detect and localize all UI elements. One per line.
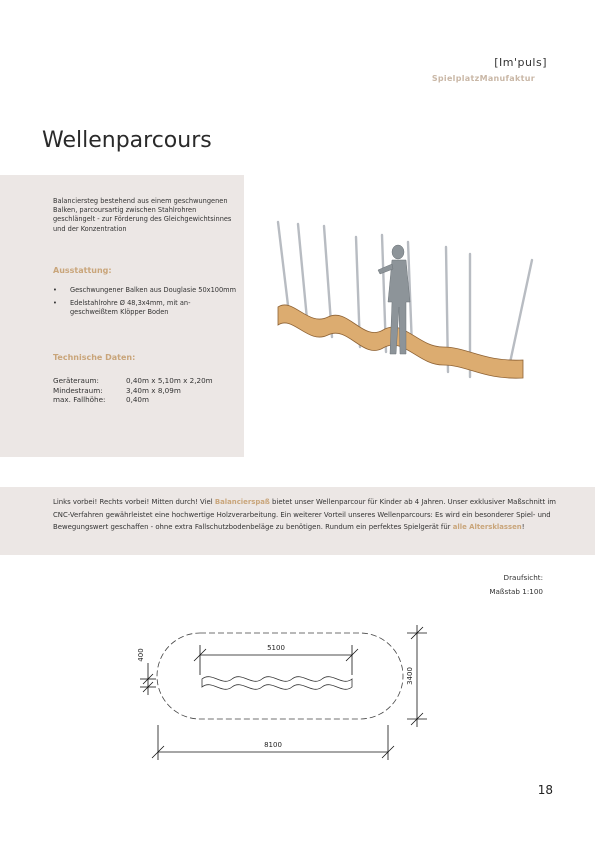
view-caption: [489, 571, 543, 599]
spec-value: 0,40m: [126, 395, 150, 404]
promo-text-part: bietet unser Wellenparcour für Kinder ab 4 Jahren. Unser exklusiver Maßschnitt im CNC-Verfahren gewährleistet eine hochwertige Holzverarbeitung. Ein weiterer Vorteil unseres Wellenparcours: Es wird ein besonderer Spiel- und Bewegungswert geschaffen - ohne extra Fallschutzbodenbeläge zu benötigen. Rundum ein perfektes Spielgerät für: [53, 498, 556, 532]
dim-label: 8100: [264, 741, 282, 749]
specs-heading: Technische Daten:: [53, 353, 136, 362]
spec-label: Mindestraum:: [53, 385, 103, 395]
scale-label: Maßstab 1:100: [489, 587, 543, 596]
table-row: [53, 395, 213, 405]
table-row: [53, 386, 213, 396]
plan-drawing: [130, 615, 450, 775]
page-number: 18: [537, 783, 553, 797]
page-title: Wellenparcours: [42, 127, 212, 153]
list-item: [53, 286, 238, 295]
view-label: Draufsicht:: [503, 573, 543, 582]
spec-label: Geräteraum:: [53, 376, 99, 385]
bullet-icon: •: [53, 286, 57, 294]
dim-label: 400: [137, 648, 145, 662]
equipment-text: Geschwungener Balken aus Douglasie 50x100mm: [70, 286, 236, 294]
list-item: [53, 299, 238, 317]
promo-text-part: Links vorbei! Rechts vorbei! Mitten durch! Viel: [53, 498, 215, 506]
equipment-heading: Ausstattung:: [53, 266, 112, 275]
promo-highlight: Balancierspaß: [214, 498, 270, 506]
dim-label: 5100: [267, 644, 285, 652]
brand-name: [Im'puls]: [494, 56, 547, 69]
equipment-list: [53, 286, 238, 322]
wave-beam-plan-icon: [202, 677, 352, 690]
equipment-text: Edelstahlrohre Ø 48,3x4mm, mit an-geschweißtem Klöpper Boden: [70, 299, 191, 317]
table-row: [53, 376, 213, 386]
promo-highlight: alle Altersklassen: [452, 523, 522, 532]
spec-label: max. Fallhöhe:: [53, 395, 106, 404]
spec-value: 0,40m x 5,10m x 2,20m: [126, 376, 213, 385]
promo-text-part: !: [521, 523, 525, 532]
specs-table: [53, 376, 213, 405]
spec-value: 3,40m x 8,09m: [126, 385, 181, 395]
dim-label: 3400: [406, 667, 414, 685]
bullet-icon: •: [53, 299, 57, 308]
promo-text: [53, 496, 573, 534]
brand-subtitle: SpielplatzManufaktur: [431, 74, 535, 83]
product-description: Balanciersteg bestehend aus einem geschwungenen Balken, parcoursartig zwischen Stahlrohren geschlängelt - zur Förderung des Gleichgewichtsinnes und der Konzentration: [53, 197, 232, 233]
product-illustration: [268, 212, 538, 392]
